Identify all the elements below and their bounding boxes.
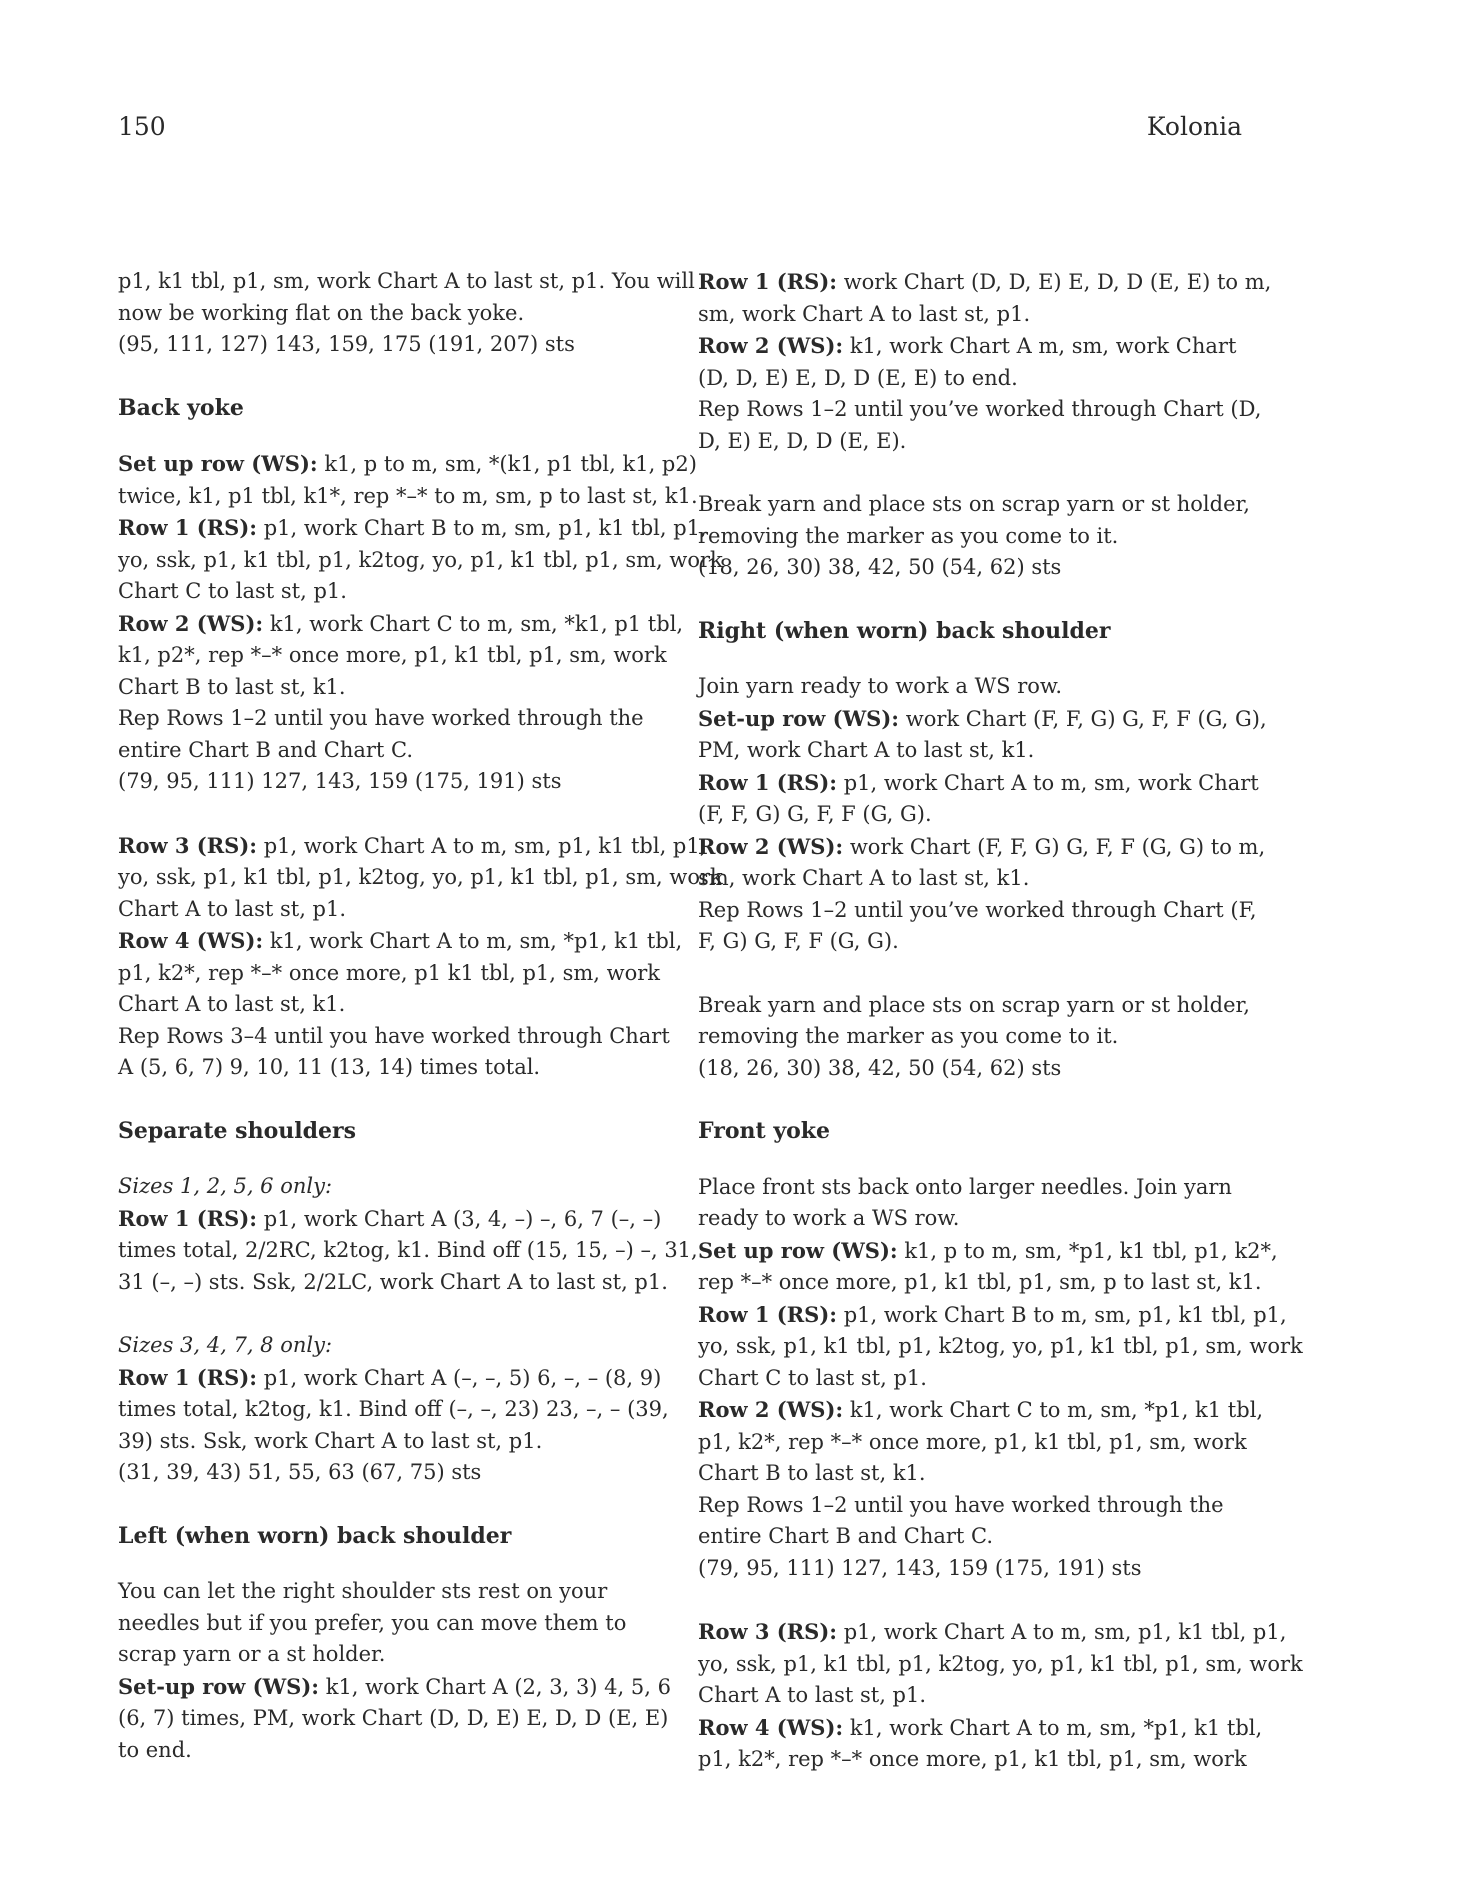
text-line	[698, 1299, 1287, 1332]
text-line	[698, 671, 1238, 703]
line-text: (79, 95, 111) 127, 143, 159 (175, 191) sts	[118, 769, 562, 793]
text-line	[118, 576, 658, 608]
row-label: Row 1 (RS):	[698, 269, 838, 294]
line-text: Chart A to last st, p1.	[698, 1683, 927, 1707]
line-text: (31, 39, 43) 51, 55, 63 (67, 75) sts	[118, 1460, 482, 1484]
line-text: Place front sts back onto larger needles. Join yarn	[698, 1174, 1232, 1199]
text-line	[118, 1203, 662, 1236]
line-text: Break yarn and place sts on scrap yarn or st holder,	[698, 492, 1250, 516]
text-line	[698, 831, 1266, 864]
row-label: Row 2 (WS):	[698, 833, 844, 859]
right-back-shoulder-block-2	[698, 990, 1250, 1085]
text-line	[118, 1639, 658, 1671]
right-intro-2	[698, 489, 1250, 584]
text-line	[118, 1235, 698, 1267]
text-line	[118, 1735, 658, 1767]
line-text: 31 (–, –) sts. Ssk, 2/2LC, work Chart A to last st, p1.	[118, 1269, 668, 1294]
separate-shoulders-block-1	[118, 1171, 698, 1298]
line-text: p1, work Chart A to m, sm, p1, k1 tbl, p1,	[837, 1620, 1287, 1644]
text-line	[698, 863, 1238, 895]
text-line	[118, 1671, 671, 1704]
text-line	[698, 799, 1238, 831]
line-text: F, G) G, F, F (G, G).	[698, 929, 899, 953]
line-text: p1, work Chart B to m, sm, p1, k1 tbl, p1,	[257, 516, 707, 540]
row-label: Row 1 (RS):	[118, 515, 258, 540]
text-line	[118, 766, 658, 798]
text-line	[118, 640, 667, 672]
line-text: Rep Rows 3–4 until you have worked through Chart	[118, 1023, 670, 1048]
line-text: p1, work Chart A (–, –, 5) 6, –, – (8, 9)	[257, 1365, 662, 1390]
text-line	[118, 862, 723, 894]
line-text: Chart B to last st, k1.	[698, 1461, 926, 1485]
text-line	[118, 1576, 658, 1608]
text-line	[698, 990, 1250, 1022]
line-text: work Chart (F, F, G) G, F, F (G, G),	[899, 706, 1267, 731]
line-text: PM, work Chart A to last st, k1.	[698, 738, 1035, 762]
line-text: k1, p to m, sm, *p1, k1 tbl, p1, k2*,	[897, 1238, 1278, 1263]
line-text: removing the marker as you come to it.	[698, 1024, 1119, 1048]
line-text: p1, k2*, rep *–* once more, p1 k1 tbl, p1, sm, work	[118, 960, 661, 985]
text-line	[698, 1490, 1238, 1522]
text-line	[698, 1744, 1247, 1776]
row-label: Row 1 (RS):	[118, 1205, 258, 1231]
text-line	[118, 608, 684, 641]
text-line	[698, 1680, 1238, 1712]
line-text: Chart C to last st, p1.	[118, 579, 347, 603]
text-line	[698, 767, 1259, 800]
text-line	[118, 1394, 669, 1426]
heading-front-yoke: Front yoke	[698, 1118, 831, 1144]
row-label: Row 1 (RS):	[118, 1364, 258, 1390]
text-line	[698, 735, 1238, 767]
text-line	[698, 1021, 1238, 1053]
text-line	[118, 830, 707, 863]
text-line	[698, 1616, 1287, 1649]
text-line	[118, 1608, 658, 1640]
line-text: k1, work Chart A m, sm, work Chart	[843, 334, 1237, 358]
row-label: Row 1 (RS):	[698, 1301, 838, 1327]
line-text: p1, work Chart A to m, sm, p1, k1 tbl, p1,	[257, 833, 707, 858]
line-text: k1, work Chart C to m, sm, *p1, k1 tbl,	[843, 1398, 1264, 1422]
text-line	[118, 1171, 658, 1203]
line-text: times total, k2tog, k1. Bind off (–, –, 23) 23, –, – (39,	[118, 1397, 669, 1421]
line-text: Rep Rows 1–2 until you’ve worked through Chart (D,	[698, 397, 1262, 421]
line-text: p1, work Chart A (3, 4, –) –, 6, 7 (–, –)	[257, 1206, 662, 1231]
line-text: (18, 26, 30) 38, 42, 50 (54, 62) sts	[698, 1055, 1062, 1080]
row-label: Row 3 (RS):	[118, 832, 258, 858]
text-line	[698, 1712, 1263, 1745]
text-line	[118, 1362, 662, 1395]
line-text: entire Chart B and Chart C.	[698, 1524, 994, 1548]
running-title: Kolonia	[1146, 112, 1242, 141]
text-line	[118, 894, 658, 926]
line-text: Chart B to last st, k1.	[118, 674, 346, 699]
line-text: You can let the right shoulder sts rest on your	[118, 1579, 608, 1603]
text-line	[118, 735, 658, 767]
text-line	[118, 448, 697, 481]
line-text: ready to work a WS row.	[698, 1206, 960, 1230]
text-line: (95, 111, 127) 143, 159, 175 (191, 207) sts	[118, 332, 575, 356]
line-text: A (5, 6, 7) 9, 10, 11 (13, 14) times total.	[118, 1055, 541, 1079]
line-text: p1, k2*, rep *–* once more, p1, k1 tbl, p1, sm, work	[698, 1747, 1247, 1771]
line-text: 39) sts. Ssk, work Chart A to last st, p1.	[118, 1428, 543, 1453]
row-label: Row 3 (RS):	[698, 1619, 838, 1644]
text-line	[118, 1052, 658, 1084]
text-line	[698, 1649, 1303, 1681]
line-text: (D, D, E) E, D, D (E, E) to end.	[698, 365, 1018, 390]
text-line: p1, k1 tbl, p1, sm, work Chart A to last st, p1. You will	[118, 269, 695, 293]
text-line	[698, 895, 1257, 927]
line-text: removing the marker as you come to it.	[698, 523, 1119, 548]
text-line	[698, 1521, 1238, 1553]
back-yoke-block-1	[118, 448, 723, 798]
row-label: Row 1 (RS):	[698, 769, 838, 795]
text-line	[698, 299, 1238, 331]
text-line	[118, 925, 683, 958]
line-text: Chart C to last st, p1.	[698, 1365, 927, 1390]
line-text: k1, work Chart C to m, sm, *k1, p1 tbl,	[263, 611, 684, 636]
row-label: Set-up row (WS):	[698, 705, 900, 731]
left-column	[118, 266, 723, 1798]
row-label: Row 2 (WS):	[698, 333, 844, 358]
left-back-shoulder-block-1	[118, 1576, 671, 1766]
front-yoke-block-1	[698, 1172, 1303, 1585]
text-line	[118, 1330, 658, 1362]
line-text: times total, 2/2RC, k2tog, k1. Bind off (15, 15, –) –, 31,	[118, 1238, 698, 1262]
row-label: Row 2 (WS):	[698, 1397, 844, 1422]
line-text: Rep Rows 1–2 until you have worked through the	[698, 1492, 1224, 1517]
text-line	[698, 552, 1238, 584]
line-text: work Chart (F, F, G) G, F, F (G, G) to m,	[843, 834, 1266, 859]
line-text: p1, work Chart A to m, sm, work Chart	[837, 770, 1259, 795]
line-text: p1, k2*, rep *–* once more, p1, k1 tbl, p1, sm, work	[698, 1429, 1247, 1454]
text-line	[118, 958, 661, 990]
text-line	[118, 1703, 669, 1735]
text-line	[698, 521, 1238, 553]
line-text: sm, work Chart A to last st, p1.	[698, 301, 1031, 326]
text-line	[698, 1427, 1247, 1459]
text-line	[118, 512, 707, 545]
text-line	[698, 266, 1272, 299]
heading-right-back-shoulder: Right (when worn) back shoulder	[698, 617, 1111, 644]
size-note: Sizes 3, 4, 7, 8 only:	[118, 1333, 333, 1357]
row-label: Set-up row (WS):	[118, 1673, 320, 1699]
line-text: k1, p2*, rep *–* once more, p1, k1 tbl, p1, sm, work	[118, 643, 667, 667]
line-text: p1, work Chart B to m, sm, p1, k1 tbl, p1,	[837, 1302, 1287, 1327]
line-text: D, E) E, D, D (E, E).	[698, 428, 907, 453]
line-text: to end.	[118, 1737, 192, 1762]
line-text: Rep Rows 1–2 until you have worked through the	[118, 706, 644, 730]
line-text: (F, F, G) G, F, F (G, G).	[698, 802, 932, 826]
line-text: (79, 95, 111) 127, 143, 159 (175, 191) sts	[698, 1555, 1142, 1580]
line-text: k1, work Chart A to m, sm, *p1, k1 tbl,	[263, 929, 683, 953]
text-line	[698, 1394, 1264, 1427]
text-line	[698, 1235, 1278, 1268]
heading-left-back-shoulder: Left (when worn) back shoulder	[118, 1522, 512, 1549]
left-intro	[118, 266, 695, 361]
line-text: yo, ssk, p1, k1 tbl, p1, k2tog, yo, p1, k1 tbl, p1, sm, work	[698, 1651, 1303, 1676]
front-yoke-block-2	[698, 1616, 1303, 1776]
page-number: 150	[118, 112, 166, 141]
line-text: yo, ssk, p1, k1 tbl, p1, k2tog, yo, p1, k1 tbl, p1, sm, work	[118, 865, 723, 889]
text-line	[698, 363, 1238, 395]
text-line	[698, 1053, 1238, 1085]
text-line	[698, 1203, 1238, 1235]
text-line	[118, 672, 658, 704]
separate-shoulders-block-2	[118, 1330, 669, 1489]
text-line	[118, 1267, 668, 1299]
text-line	[698, 926, 1238, 958]
line-text: yo, ssk, p1, k1 tbl, p1, k2tog, yo, p1, k1 tbl, p1, sm, work	[698, 1334, 1303, 1358]
text-line	[698, 1172, 1238, 1204]
text-line	[118, 481, 698, 513]
line-text: k1, work Chart A (2, 3, 3) 4, 5, 6	[319, 1674, 671, 1699]
text-line	[118, 1426, 658, 1458]
line-text: (6, 7) times, PM, work Chart (D, D, E) E, D, D (E, E)	[118, 1706, 669, 1730]
text-line	[698, 703, 1267, 736]
text-line	[698, 1553, 1238, 1585]
row-label: Set up row (WS):	[698, 1237, 898, 1263]
back-yoke-block-2	[118, 830, 723, 1084]
right-intro	[698, 266, 1272, 457]
line-text: Join yarn ready to work a WS row.	[698, 674, 1063, 698]
text-line	[698, 1331, 1303, 1363]
size-note: Sizes 1, 2, 5, 6 only:	[118, 1174, 333, 1198]
right-back-shoulder-block-1	[698, 671, 1267, 958]
line-text: Break yarn and place sts on scrap yarn or st holder,	[698, 992, 1250, 1017]
line-text: work Chart (D, D, E) E, D, D (E, E) to m,	[837, 270, 1272, 294]
row-label: Row 2 (WS):	[118, 610, 264, 636]
line-text: k1, work Chart A to m, sm, *p1, k1 tbl,	[843, 1715, 1263, 1740]
text-line	[698, 394, 1262, 426]
text-line	[118, 1021, 670, 1053]
heading-separate-shoulders: Separate shoulders	[118, 1117, 356, 1144]
text-line	[698, 489, 1250, 521]
text-line	[698, 1267, 1262, 1299]
text-line	[118, 545, 723, 577]
text-line	[118, 703, 658, 735]
line-text: scrap yarn or a st holder.	[118, 1642, 386, 1666]
text-line	[118, 1457, 658, 1489]
text-line	[698, 330, 1238, 363]
right-column	[698, 266, 1303, 1808]
text-line	[698, 426, 1238, 458]
line-text: Chart A to last st, p1.	[118, 896, 347, 921]
text-line	[698, 1363, 1238, 1395]
text-line: now be working flat on the back yoke.	[118, 300, 525, 325]
line-text: entire Chart B and Chart C.	[118, 737, 414, 762]
line-text: Chart A to last st, k1.	[118, 992, 346, 1016]
heading-back-yoke: Back yoke	[118, 394, 244, 421]
line-text: Rep Rows 1–2 until you’ve worked through Chart (F,	[698, 897, 1257, 922]
text-line	[118, 989, 658, 1021]
row-label: Row 4 (WS):	[698, 1714, 844, 1740]
row-label: Row 4 (WS):	[118, 928, 264, 953]
row-label: Set up row (WS):	[118, 451, 318, 476]
line-text: (18, 26, 30) 38, 42, 50 (54, 62) sts	[698, 555, 1062, 579]
line-text: needles but if you prefer, you can move them to	[118, 1610, 627, 1635]
line-text: yo, ssk, p1, k1 tbl, p1, k2tog, yo, p1, k1 tbl, p1, sm, work	[118, 547, 723, 572]
line-text: rep *–* once more, p1, k1 tbl, p1, sm, p to last st, k1.	[698, 1270, 1262, 1294]
line-text: twice, k1, p1 tbl, k1*, rep *–* to m, sm, p to last st, k1.	[118, 483, 698, 508]
line-text: sm, work Chart A to last st, k1.	[698, 866, 1030, 890]
line-text: k1, p to m, sm, *(k1, p1 tbl, k1, p2)	[317, 452, 697, 476]
text-line	[698, 1458, 1238, 1490]
